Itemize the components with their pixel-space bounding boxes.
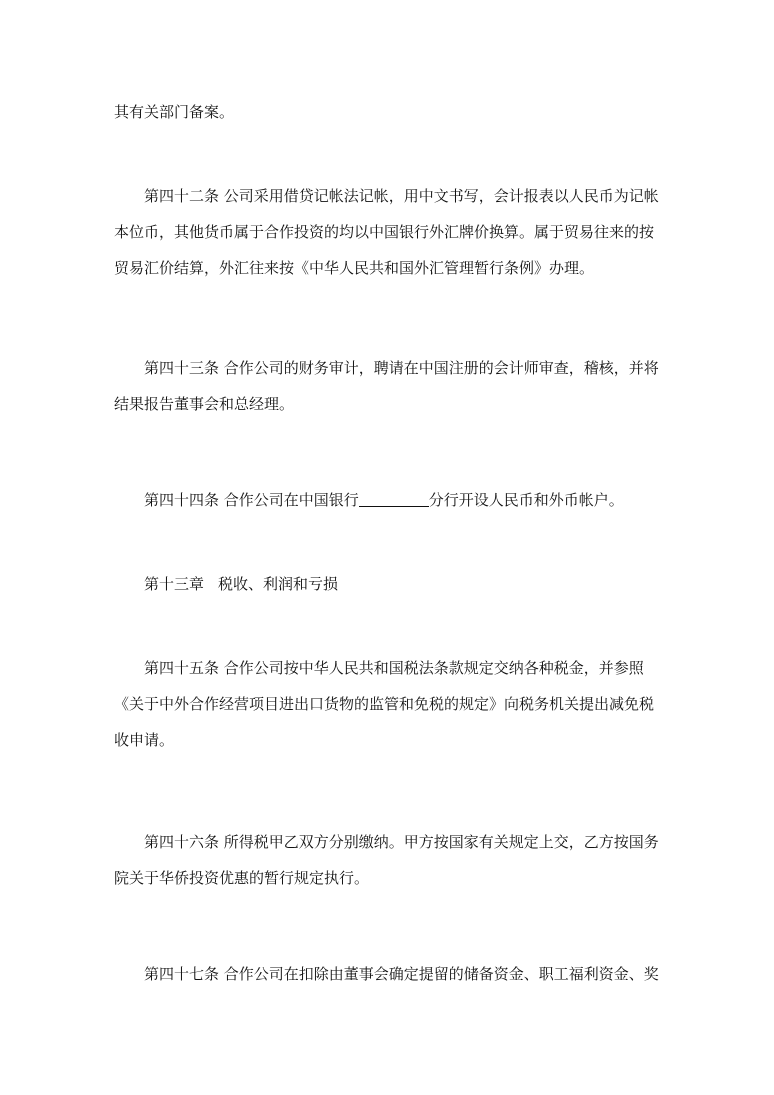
article-44-paragraph xyxy=(114,482,662,518)
chapter-title: 税收、利润和亏损 xyxy=(218,575,339,593)
article-42-line-1: 第四十二条 公司采用借贷记帐法记帐，用中文书写，会计报表以人民币为记帐 xyxy=(144,187,659,205)
article-45-line-1: 第四十五条 合作公司按中华人民共和国税法条款规定交纳各种税金，并参照 xyxy=(144,659,644,677)
article-45-line-2: 《关于中外合作经营项目进出口货物的监管和免税的规定》向税务机关提出减免税 xyxy=(114,695,655,713)
article-42-line-3: 贸易汇价结算，外汇往来按《中华人民共和国外汇管理暂行条例》办理。 xyxy=(114,259,595,277)
article-43-paragraph xyxy=(114,350,662,422)
article-46-line-2: 院关于华侨投资优惠的暂行规定执行。 xyxy=(114,869,370,887)
article-42-line-2: 本位币，其他货币属于合作投资的均以中国银行外汇牌价换算。属于贸易往来的按 xyxy=(114,223,655,241)
article-44-text-after: 分行开设人民币和外币帐户。 xyxy=(428,491,624,509)
branch-name-blank xyxy=(359,505,429,507)
article-45-line-3: 收申请。 xyxy=(114,731,175,749)
chapter-heading-line xyxy=(114,566,662,602)
article-47-paragraph xyxy=(114,956,662,992)
chapter-13-heading xyxy=(114,566,662,602)
article-46-line-1: 第四十六条 所得税甲乙双方分别缴纳。甲方按国家有关规定上交，乙方按国务 xyxy=(144,833,659,851)
article-44-line-1 xyxy=(114,482,662,518)
article-46-paragraph xyxy=(114,824,662,896)
article-45-paragraph xyxy=(114,650,662,758)
chapter-number: 第十三章 xyxy=(144,575,205,593)
intro-fragment-paragraph xyxy=(114,94,662,130)
article-43-line-2: 结果报告董事会和总经理。 xyxy=(114,395,295,413)
article-47-line-1: 第四十七条 合作公司在扣除由董事会确定提留的储备资金、职工福利资金、奖 xyxy=(144,965,659,983)
text-line: 其有关部门备案。 xyxy=(114,103,235,121)
article-43-line-1: 第四十三条 合作公司的财务审计，聘请在中国注册的会计师审查，稽核，并将 xyxy=(144,359,659,377)
article-44-text-before: 第四十四条 合作公司在中国银行 xyxy=(144,491,359,509)
article-42-paragraph xyxy=(114,178,662,286)
